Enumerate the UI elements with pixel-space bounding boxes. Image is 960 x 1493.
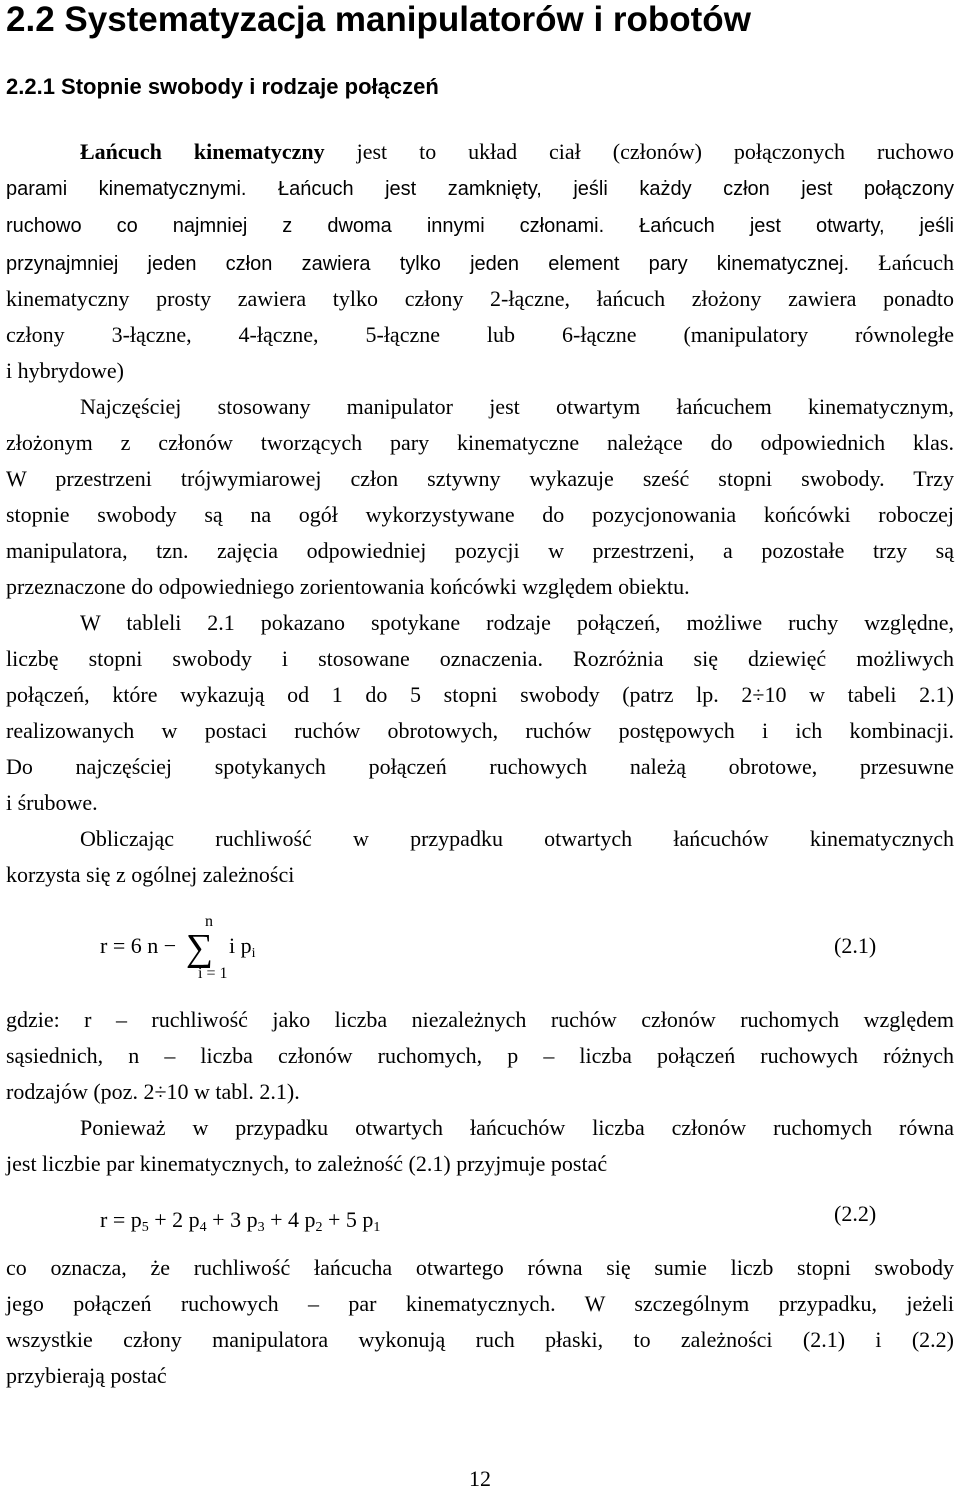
term-subscript: i: [251, 946, 256, 961]
paragraph-line: parami kinematycznymi. Łańcuch jest zamknięty, jeśli każdy człon jest połączony: [6, 178, 954, 200]
equation-number: (2.1): [834, 933, 877, 958]
paragraph-line: rodzajów (poz. 2÷10 w tabl. 2.1).: [6, 1079, 300, 1104]
text-span: jest to układ ciał (członów) połączonych ruchowo: [324, 139, 954, 164]
paragraph-line: i śrubowe.: [6, 790, 98, 815]
paragraph-line: jego połączeń ruchowych – par kinematycznych. W szczególnym przypadku, jeżeli: [6, 1291, 954, 1316]
eq-part: r = p: [100, 1207, 142, 1232]
paragraph-line: W przestrzeni trójwymiarowej człon sztywny wykazuje sześć stopni swobody. Trzy: [6, 466, 954, 491]
equation-number: (2.2): [834, 1201, 877, 1226]
paragraph-line: jest liczbie par kinematycznych, to zależność (2.1) przyjmuje postać: [6, 1151, 608, 1176]
paragraph-line: korzysta się z ogólnej zależności: [6, 862, 295, 887]
eq-subscript: 1: [373, 1220, 381, 1235]
sum-upper-limit: n: [205, 913, 213, 930]
equation-2-2: [100, 1205, 380, 1243]
paragraph-line: przybierają postać: [6, 1363, 167, 1388]
subsection-title: 2.2.1 Stopnie swobody i rodzaje połączeń: [6, 74, 439, 99]
paragraph-line: sąsiednich, n – liczba członów ruchomych, p – liczba połączeń ruchowych różnych: [6, 1043, 954, 1068]
equation-lhs: r = 6 n −: [100, 933, 177, 958]
text-span-sans: przynajmniej jeden człon zawiera tylko jeden element pary kinematycznej.: [6, 253, 850, 275]
eq-subscript: 4: [199, 1220, 207, 1235]
eq-subscript: 2: [315, 1220, 323, 1235]
eq-subscript: 5: [141, 1220, 149, 1235]
sum-lower-limit: i = 1: [198, 965, 228, 982]
paragraph-line: stopnie swobody są na ogół wykorzystywane do pozycjonowania końcówki roboczej: [6, 502, 954, 527]
sum-symbol: ∑: [186, 927, 214, 969]
paragraph-line: złożonym z członów tworzących pary kinematyczne należące do odpowiednich klas.: [6, 430, 954, 455]
eq-subscript: 3: [257, 1220, 265, 1235]
paragraph-line: realizowanych w postaci ruchów obrotowych, ruchów postępowych i ich kombinacji.: [6, 718, 954, 743]
term-text: i p: [229, 933, 252, 958]
paragraph-line: gdzie: r – ruchliwość jako liczba niezależnych ruchów członów ruchomych względem: [6, 1007, 954, 1032]
paragraph-line: wszystkie człony manipulatora wykonują ruch płaski, to zależności (2.1) i (2.2): [6, 1327, 954, 1352]
paragraph-line: i hybrydowe): [6, 358, 124, 383]
eq-part: + 5 p: [322, 1207, 374, 1232]
section-title: 2.2 Systematyzacja manipulatorów i robotów: [6, 0, 751, 39]
eq-part: + 3 p: [206, 1207, 258, 1232]
page-number: 12: [469, 1466, 491, 1491]
paragraph-line: co oznacza, że ruchliwość łańcucha otwartego równa się sumie liczb stopni swobody: [6, 1255, 954, 1280]
paragraph-line: ruchowo co najmniej z dwoma innymi członami. Łańcuch jest otwarty, jeśli: [6, 215, 954, 237]
paragraph-line: człony 3-łączne, 4-łączne, 5-łączne lub 6-łączne (manipulatory równoległe: [6, 322, 954, 347]
paragraph-line: [6, 245, 954, 281]
text-span: Łańcuch: [849, 250, 955, 275]
term-bold: Łańcuch kinematyczny: [80, 139, 325, 164]
paragraph-line: kinematyczny prosty zawiera tylko człony 2-łączne, łańcuch złożony zawiera ponadto: [6, 286, 954, 311]
paragraph-line: Ponieważ w przypadku otwartych łańcuchów liczba członów ruchomych równa: [80, 1115, 954, 1140]
paragraph-line: manipulatora, tzn. zajęcia odpowiedniej pozycji w przestrzeni, a pozostałe trzy są: [6, 538, 954, 563]
eq-part: + 4 p: [264, 1207, 316, 1232]
paragraph-line: [80, 134, 954, 170]
paragraph-line: Najczęściej stosowany manipulator jest otwartym łańcuchem kinematycznym,: [80, 394, 954, 419]
paragraph-line: Obliczając ruchliwość w przypadku otwartych łańcuchów kinematycznych: [80, 826, 954, 851]
paragraph-line: przeznaczone do odpowiedniego zorientowania końcówki względem obiektu.: [6, 574, 690, 599]
equation-term: [229, 931, 256, 969]
paragraph-line: połączeń, które wykazują od 1 do 5 stopni swobody (patrz lp. 2÷10 w tabeli 2.1): [6, 682, 954, 707]
eq-part: + 2 p: [148, 1207, 200, 1232]
paragraph-line: W tableli 2.1 pokazano spotykane rodzaje połączeń, możliwe ruchy względne,: [80, 610, 954, 635]
paragraph-line: liczbę stopni swobody i stosowane oznaczenia. Rozróżnia się dziewięć możliwych: [6, 646, 954, 671]
paragraph-line: Do najczęściej spotykanych połączeń ruchowych należą obrotowe, przesuwne: [6, 754, 954, 779]
